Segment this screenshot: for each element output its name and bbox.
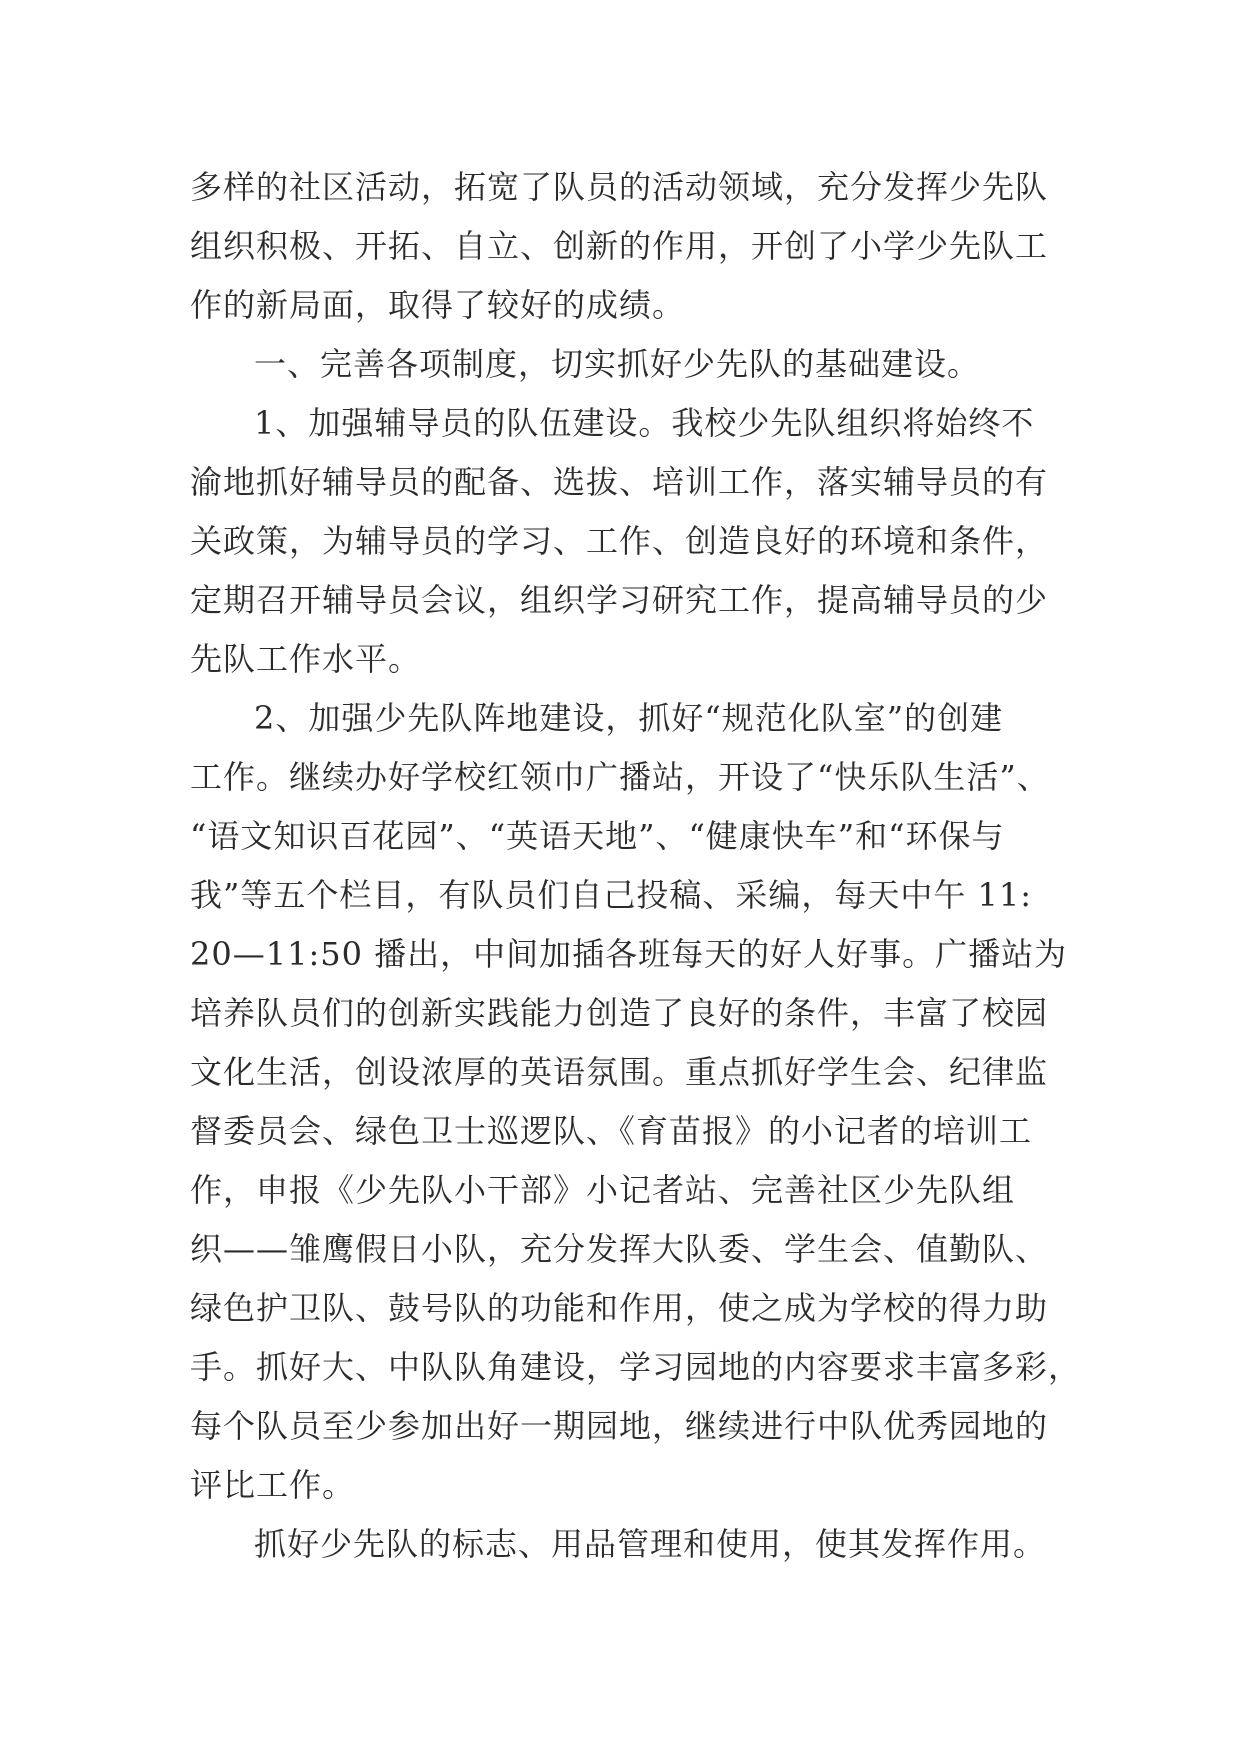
text-line: 渝地抓好辅导员的配备、选拔、培训工作，落实辅导员的有 xyxy=(190,463,1049,501)
text-line: 抓好少先队的标志、用品管理和使用，使其发挥作用。 xyxy=(254,1525,1047,1563)
section-heading: 一、完善各项制度，切实抓好少先队的基础建设。 xyxy=(254,345,981,383)
text-line: 定期召开辅导员会议，组织学习研究工作，提高辅导员的少 xyxy=(190,581,1049,619)
text-line: 织——雏鹰假日小队，充分发挥大队委、学生会、值勤队、 xyxy=(190,1230,1049,1268)
text-line: 2、加强少先队阵地建设，抓好“规范化队室”的创建 xyxy=(254,699,1004,737)
text-line: 督委员会、绿色卫士巡逻队、《育苗报》的小记者的培训工 xyxy=(190,1112,1033,1150)
text-line: 手。抓好大、中队队角建设，学习园地的内容要求丰富多彩， xyxy=(190,1348,1082,1386)
text-line: 工作。继续办好学校红领巾广播站，开设了“快乐队生活”、 xyxy=(190,758,1050,796)
text-line: 文化生活，创设浓厚的英语氛围。重点抓好学生会、纪律监 xyxy=(190,1053,1049,1091)
text-line: “语文知识百花园”、“英语天地”、“健康快车”和“环保与 xyxy=(190,817,1005,855)
text-line: 我”等五个栏目，有队员们自己投稿、采编，每天中午 11: xyxy=(190,876,1033,914)
text-line: 培养队员们的创新实践能力创造了良好的条件，丰富了校园 xyxy=(190,994,1049,1032)
text-line: 先队工作水平。 xyxy=(190,640,422,678)
text-line: 关政策，为辅导员的学习、工作、创造良好的环境和条件， xyxy=(190,522,1049,560)
text-line: 多样的社区活动，拓宽了队员的活动领域，充分发挥少先队 xyxy=(190,168,1049,206)
text-line: 作，申报《少先队小干部》小记者站、完善社区少先队组 xyxy=(190,1171,1016,1209)
text-line: 1、加强辅导员的队伍建设。我校少先队组织将始终不 xyxy=(254,404,1035,442)
text-line: 20—11:50 播出，中间加插各班每天的好人好事。广播站为 xyxy=(190,935,1068,973)
text-line: 评比工作。 xyxy=(190,1466,356,1504)
text-line: 每个队员至少参加出好一期园地，继续进行中队优秀园地的 xyxy=(190,1407,1049,1445)
text-line: 作的新局面，取得了较好的成绩。 xyxy=(190,286,686,324)
text-line: 组织积极、开拓、自立、创新的作用，开创了小学少先队工 xyxy=(190,227,1049,265)
text-line: 绿色护卫队、鼓号队的功能和作用，使之成为学校的得力助 xyxy=(190,1289,1049,1327)
